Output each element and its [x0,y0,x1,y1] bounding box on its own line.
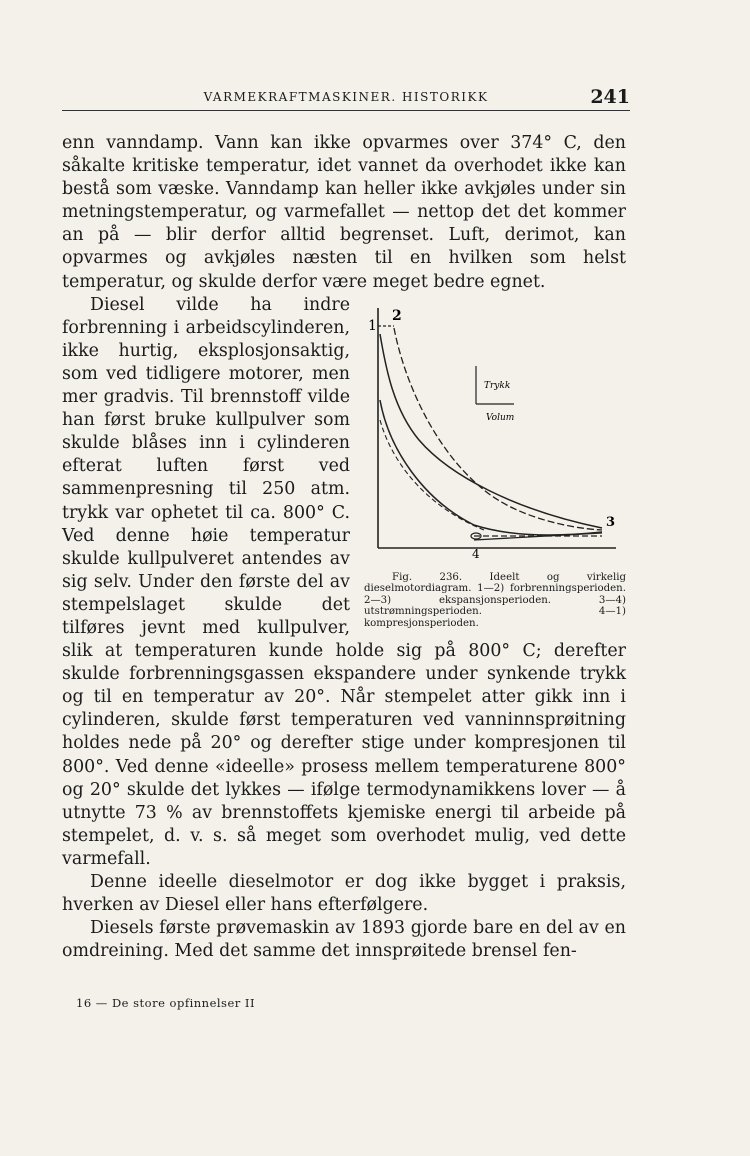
diesel-diagram [364,300,626,568]
paragraph-1: enn vanndamp. Vann kan ikke opvarmes over 374° C, den såkalte kritiske temperatur, idet vannet da overhodet ikke kan bestå som væske. Vanndamp kan heller ikke avkjøles under sin metningstemperatur, og varmefallet — nettop det det kommer an på — blir derfor alltid begrenset. Luft, derimot, kan opvarmes og avkjøles næsten til en hvilken som helst temperatur, og skulde derfor være meget bedre egnet. [62,133,626,292]
point-label-2: 2 [392,307,402,324]
running-title: VARMEKRAFTMASKINER. HISTORIKK [203,90,489,104]
paragraph-4: Diesels første prøvemaskin av 1893 gjorde bare en del av en omdreining. Med det samme det innsprøitede brensel fen- [62,918,626,962]
point-label-3: 3 [606,514,616,530]
legend-trykk: Trykk [484,380,511,391]
figure-caption: Fig. 236. Ideelt og virkelig dieselmotordiagram. 1—2) forbrenningsperioden. 2—3) ekspansjonsperioden. 3—4) utstrømningsperioden. 4—1) kompresjonsperioden. [364,571,626,630]
paragraph-2-text: Diesel vilde ha indre forbrenning i arbeidscylinderen, ikke hurtig, eksplosjonsaktig, som ved tidligere motorer, men mer gradvis. Til brennstoff vilde han først bruke kullpulver som skulde blåses inn i cylinderen efterat luften først ved sammenpresning til 250 atm. trykk var ophetet til ca. 800° C. Ved denne høie temperatur skulde kullpulveret antendes av sig selv. Under den første del av stempelslaget skulde det tilføres jevnt med kullpulver, slik at temperaturen kunde holde sig på 800° C; derefter skulde forbrenningsgassen ekspandere under synkende trykk og til en temperatur av 20°. Når stempelet atter gikk inn i cylinderen, skulde først temperaturen ved vanninnsprøitning holdes nede på 20° og derefter stige under kompresjonen til 800°. Ved denne «ideelle» prosess mellem temperaturene 800° og 20° skulde det lykkes — ifølge termodynamikkens lover — å utnytte 73 % av brennstoffets kjemiske energi til arbeide på stempelet, d. v. s. så meget som overhodet mulig, ved dette varmefall. [62,294,626,869]
page-number: 241 [590,86,630,108]
ideal-expansion-curve [394,328,602,530]
page-header [62,86,630,116]
paragraph-3: Denne ideelle dieselmotor er dog ikke bygget i praksis, hverken av Diesel eller hans efterfølgere. [62,872,626,916]
point-label-4: 4 [472,546,480,561]
point-label-1: 1 [368,317,377,334]
ideal-compression-curve [380,420,484,530]
header-rule [62,110,630,111]
figure-236 [364,300,626,630]
real-expansion-curve [380,334,602,528]
legend-volum: Volum [486,412,515,423]
signature-line: 16 — De store opfinnelser II [76,996,255,1010]
body-text [62,132,626,963]
paragraph-2 [62,294,626,871]
